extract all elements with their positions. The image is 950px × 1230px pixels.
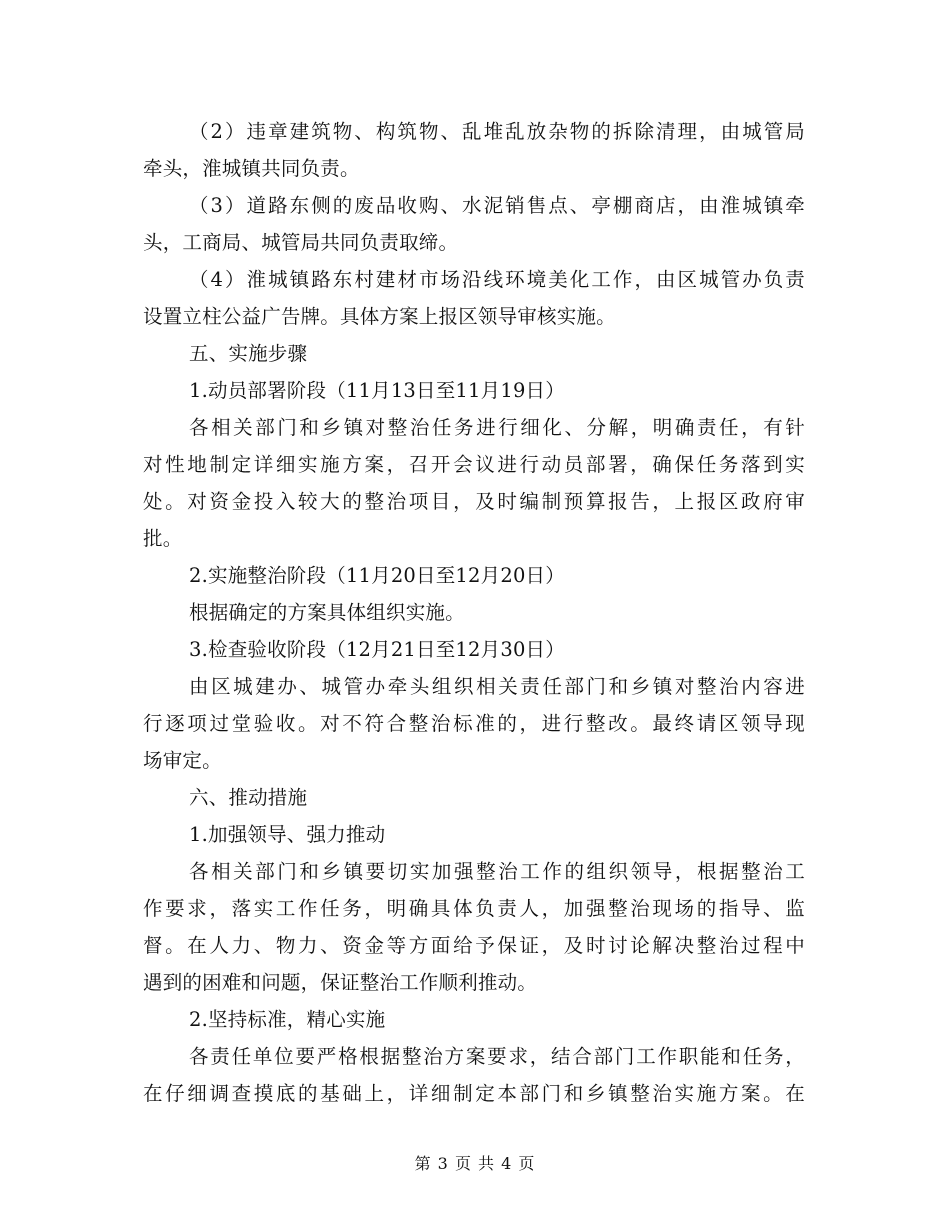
text-line: （3）道路东侧的废品收购、水泥销售点、亭棚商店，由淮城镇牵 (189, 194, 805, 217)
text-line: 1.动员部署阶段（11月13日至11月19日） (189, 379, 565, 402)
text-line: 2.坚持标准，精心实施 (189, 1008, 386, 1031)
text-line: 遇到的困难和问题，保证整治工作顺利推动。 (143, 971, 538, 994)
text-line: 处。对资金投入较大的整治项目，及时编制预算报告，上报区政府审 (143, 490, 805, 513)
text-line: 各相关部门和乡镇要切实加强整治工作的组织领导，根据整治工 (189, 860, 805, 883)
text-line: 根据确定的方案具体组织实施。 (189, 601, 465, 624)
text-line: 各责任单位要严格根据整治方案要求，结合部门工作职能和任务， (189, 1045, 805, 1068)
text-line: 2.实施整治阶段（11月20日至12月20日） (189, 564, 565, 587)
text-line: 1.加强领导、强力推动 (189, 823, 386, 846)
text-line: 六、推动措施 (189, 786, 308, 809)
text-line: 3.检查验收阶段（12月21日至12月30日） (189, 638, 565, 661)
text-line: 批。 (143, 527, 183, 550)
text-line: 对性地制定详细实施方案，召开会议进行动员部署，确保任务落到实 (143, 453, 805, 476)
page-footer: 第 3 页 共 4 页 (414, 1154, 536, 1173)
text-line: （2）违章建筑物、构筑物、乱堆乱放杂物的拆除清理，由城管局 (189, 120, 805, 143)
text-line: 头，工商局、城管局共同负责取缔。 (143, 231, 459, 254)
text-line: 作要求，落实工作任务，明确具体负责人，加强整治现场的指导、监 (143, 897, 805, 920)
text-line: 设置立柱公益广告牌。具体方案上报区领导审核实施。 (143, 305, 616, 328)
text-line: 牵头，淮城镇共同负责。 (143, 157, 360, 180)
text-line: 各相关部门和乡镇对整治任务进行细化、分解，明确责任，有针 (189, 416, 805, 439)
text-line: 五、实施步骤 (189, 342, 308, 365)
document-body (143, 113, 805, 1112)
text-line: （4）淮城镇路东村建材市场沿线环境美化工作，由区城管办负责 (189, 268, 805, 291)
text-line: 督。在人力、物力、资金等方面给予保证，及时讨论解决整治过程中 (143, 934, 805, 957)
text-line: 行逐项过堂验收。对不符合整治标准的，进行整改。最终请区领导现 (143, 712, 805, 735)
text-line: 在仔细调查摸底的基础上，详细制定本部门和乡镇整治实施方案。在 (143, 1082, 805, 1105)
text-line: 由区城建办、城管办牵头组织相关责任部门和乡镇对整治内容进 (189, 675, 805, 698)
text-line: 场审定。 (143, 749, 222, 772)
